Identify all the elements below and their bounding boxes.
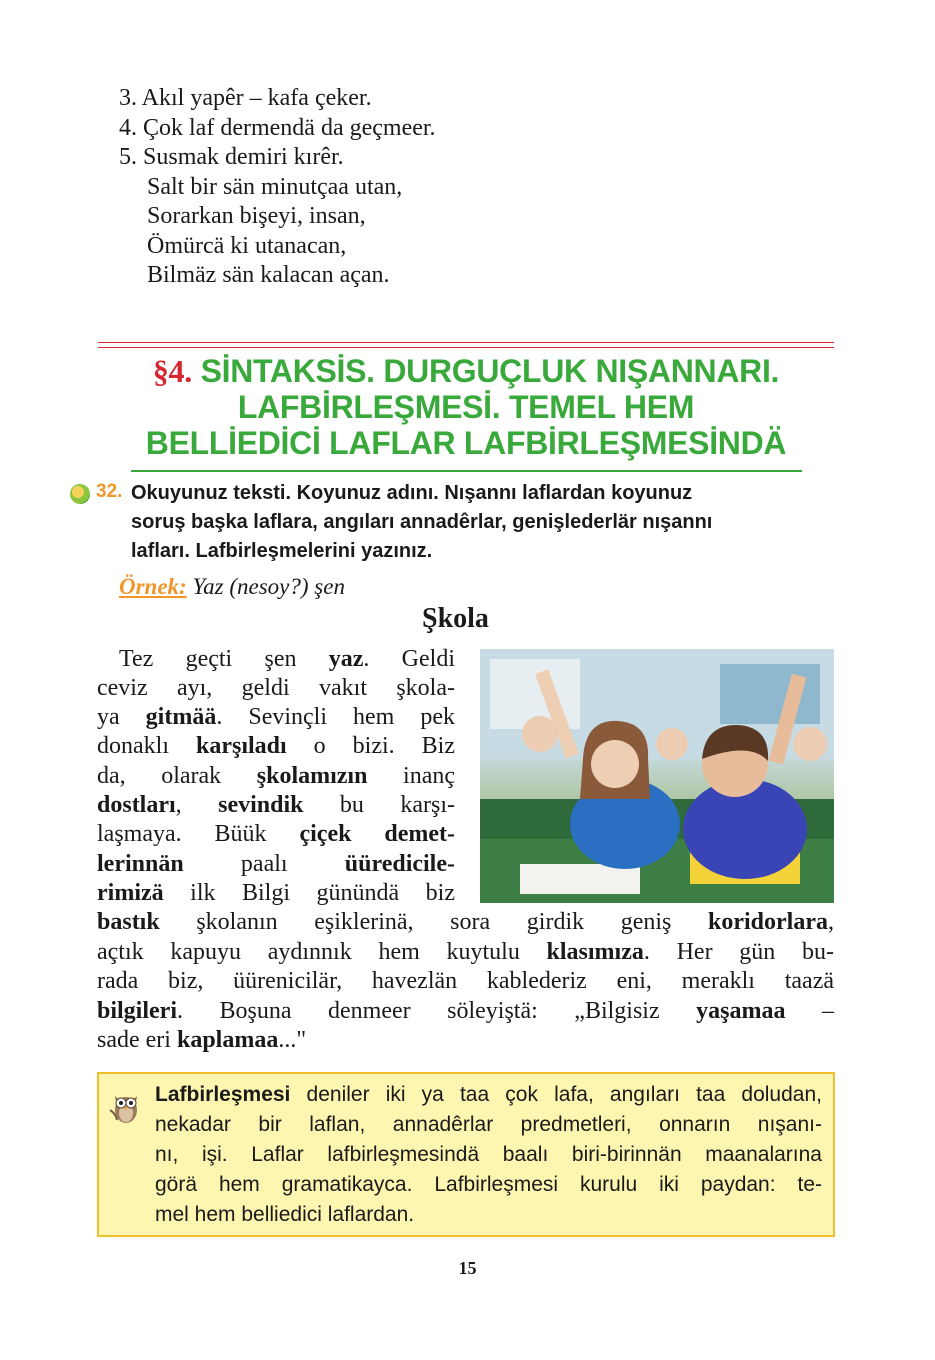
rule-line: görä hem gramatikayca. Lafbirleşmesi kurulu iki paydan: te- [155, 1173, 822, 1196]
story-line: laşmaya. Büük çiçek demet- [97, 821, 456, 847]
poem-line-3: 3. Akıl yapêr – kafa çeker. [119, 85, 372, 111]
poem-verse-line: Ömürcä ki utanacan, [147, 233, 347, 259]
classroom-photo-illustration [480, 649, 834, 903]
task-bullet-icon [70, 484, 90, 504]
section-heading-line-2: LAFBİRLEŞMESİ. TEMEL HEM [237, 389, 695, 425]
story-line: açtık kapuyu aydınnık hem kuytulu klasımıza. Her gün bu- [97, 939, 834, 965]
example-label: Örnek: [119, 574, 187, 599]
task-instruction: Okuyunuz teksti. Koyunuz adını. Nışannı laflardan koyunuz soruş başka laflara, angıları annadêrlar, genişlederlär nışannı lafları. Lafbirleşmelerini yazınız. [131, 482, 713, 562]
example [119, 574, 345, 600]
rule-line: Lafbirleşmesi deniler iki ya taa çok lafa, angıları taa doludan, [155, 1083, 822, 1106]
poem-verse-line: Sorarkan bişeyi, insan, [147, 203, 366, 229]
rule-line: nı, işi. Laflar lafbirleşmesindä baalı biri-birinnän maanalarına [155, 1143, 822, 1166]
story-title: Şkola [422, 603, 489, 634]
example-text: Yaz (nesoy?) şen [186, 574, 345, 599]
heading-rule-top [98, 342, 834, 343]
story-line: da, olarak şkolamızın inanç [97, 763, 455, 789]
owl-icon [108, 1086, 144, 1126]
heading-underline [131, 470, 802, 472]
poem-line-4: 4. Çok laf dermendä da geçmeer. [119, 115, 436, 141]
story-line: dostları, sevindik bu karşı- [97, 792, 455, 818]
story-line: rada biz, üürenicilär, havezlän kablederiz eni, meraklı taazä [97, 968, 834, 994]
story-line: ya gitmää. Sevinçli hem pek [97, 704, 455, 730]
rule-line: mel hem belliedici laflardan. [155, 1203, 415, 1226]
section-heading [98, 353, 834, 461]
story-line: donaklı karşıladı o bizi. Biz [97, 733, 455, 759]
section-heading-line-3: BELLİEDİCİ LAFLAR LAFBİRLEŞMESİNDÄ [145, 425, 787, 461]
section-heading-line-1: §4. SİNTAKSİS. DURGUÇLUK NIŞANNARI. [152, 353, 780, 389]
rule-term: Lafbirleşmesi [155, 1083, 291, 1106]
poem-line-5: 5. Susmak demiri kırêr. [119, 144, 344, 170]
page-number: 15 [458, 1258, 477, 1278]
story-line: bilgileri. Boşuna denmeer söleyiştä: „Bilgisiz yaşamaa – [97, 998, 834, 1024]
poem-verse-line: Bilmäz sän kalacan açan. [147, 262, 390, 288]
story-line: ceviz ayı, geldi vakıt şkola- [97, 675, 455, 701]
classroom-photo [480, 649, 834, 903]
task-number: 32. [96, 481, 123, 502]
poem-verse-line: Salt bir sän minutçaa utan, [147, 174, 403, 200]
story-line: Tez geçti şen yaz. Geldi [119, 646, 455, 672]
rule-line: nekadar bir laflan, annadêrlar predmetleri, onnarın nışanı- [155, 1113, 822, 1136]
story-line: lerinnän paalı üüredicile- [97, 851, 455, 877]
story-line: sade eri kaplamaa..." [97, 1027, 307, 1053]
story-line: rimizä ilk Bilgi günündä biz [97, 880, 455, 906]
story-line: bastık şkolanın eşiklerinä, sora girdik geniş koridorlara, [97, 909, 834, 935]
section-number: §4. [152, 353, 192, 389]
heading-rule-bottom [98, 347, 834, 348]
